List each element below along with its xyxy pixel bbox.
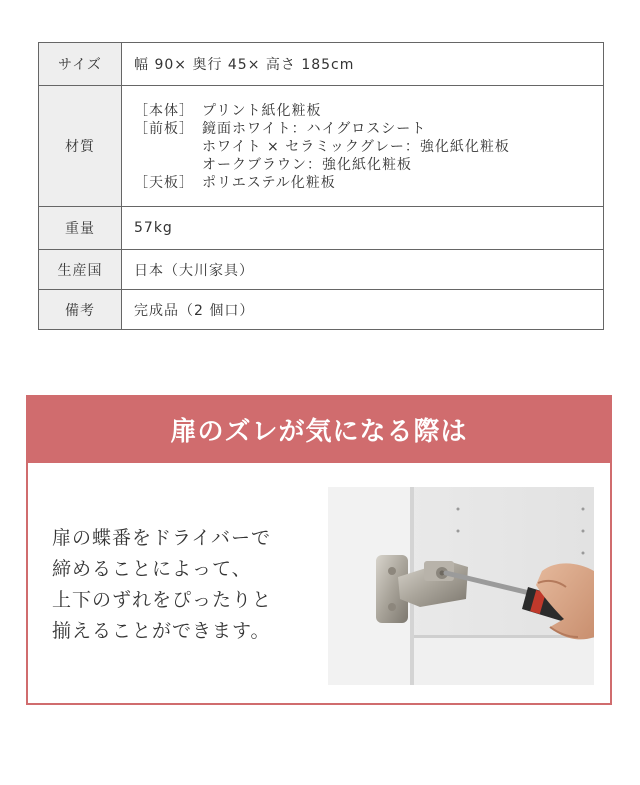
material-text: プリント紙化粧板 bbox=[202, 103, 322, 119]
material-tag bbox=[134, 156, 202, 174]
info-text bbox=[52, 523, 272, 647]
material-line bbox=[134, 102, 603, 120]
spec-table bbox=[38, 42, 604, 330]
material-text: 鏡面ホワイト：ハイグロスシート bbox=[202, 121, 427, 137]
spec-value: 幅 90× 奥行 45× 高さ 185cm bbox=[122, 43, 604, 86]
spec-label: 生産国 bbox=[39, 250, 122, 290]
material-tag bbox=[134, 138, 202, 156]
material-text: ポリエステル化粧板 bbox=[202, 175, 336, 191]
material-tag: ［本体］ bbox=[134, 103, 194, 119]
material-line bbox=[134, 174, 603, 192]
hinge-screwdriver-photo bbox=[328, 487, 594, 685]
material-tag: ［前板］ bbox=[134, 121, 194, 137]
spec-row-weight bbox=[39, 207, 604, 250]
spec-row-note bbox=[39, 290, 604, 330]
spec-value: 57kg bbox=[122, 207, 604, 250]
spec-row-size bbox=[39, 43, 604, 86]
spec-row-material bbox=[39, 86, 604, 207]
spec-row-origin bbox=[39, 250, 604, 290]
material-text: オークブラウン：強化紙化粧板 bbox=[202, 157, 412, 173]
spec-value: 完成品（2 個口） bbox=[122, 290, 604, 330]
spec-value: 日本（大川家具） bbox=[122, 250, 604, 290]
material-text: ホワイト × セラミックグレー：強化紙化粧板 bbox=[202, 139, 510, 155]
material-line bbox=[134, 138, 603, 156]
info-box bbox=[26, 395, 612, 705]
material-tag: ［天板］ bbox=[134, 175, 194, 191]
spec-label: サイズ bbox=[39, 43, 122, 86]
info-title: 扉のズレが気になる際は bbox=[26, 395, 612, 463]
spec-value-material bbox=[122, 86, 604, 207]
spec-label: 材質 bbox=[39, 86, 122, 207]
material-line bbox=[134, 156, 603, 174]
spec-label: 重量 bbox=[39, 207, 122, 250]
info-line: 揃えることができます。 bbox=[52, 620, 271, 642]
spec-label: 備考 bbox=[39, 290, 122, 330]
info-line: 扉の蝶番をドライバーで bbox=[52, 527, 272, 549]
material-line bbox=[134, 120, 603, 138]
info-line: 上下のずれをぴったりと bbox=[52, 589, 273, 611]
info-line: 締めることによって、 bbox=[52, 558, 252, 580]
